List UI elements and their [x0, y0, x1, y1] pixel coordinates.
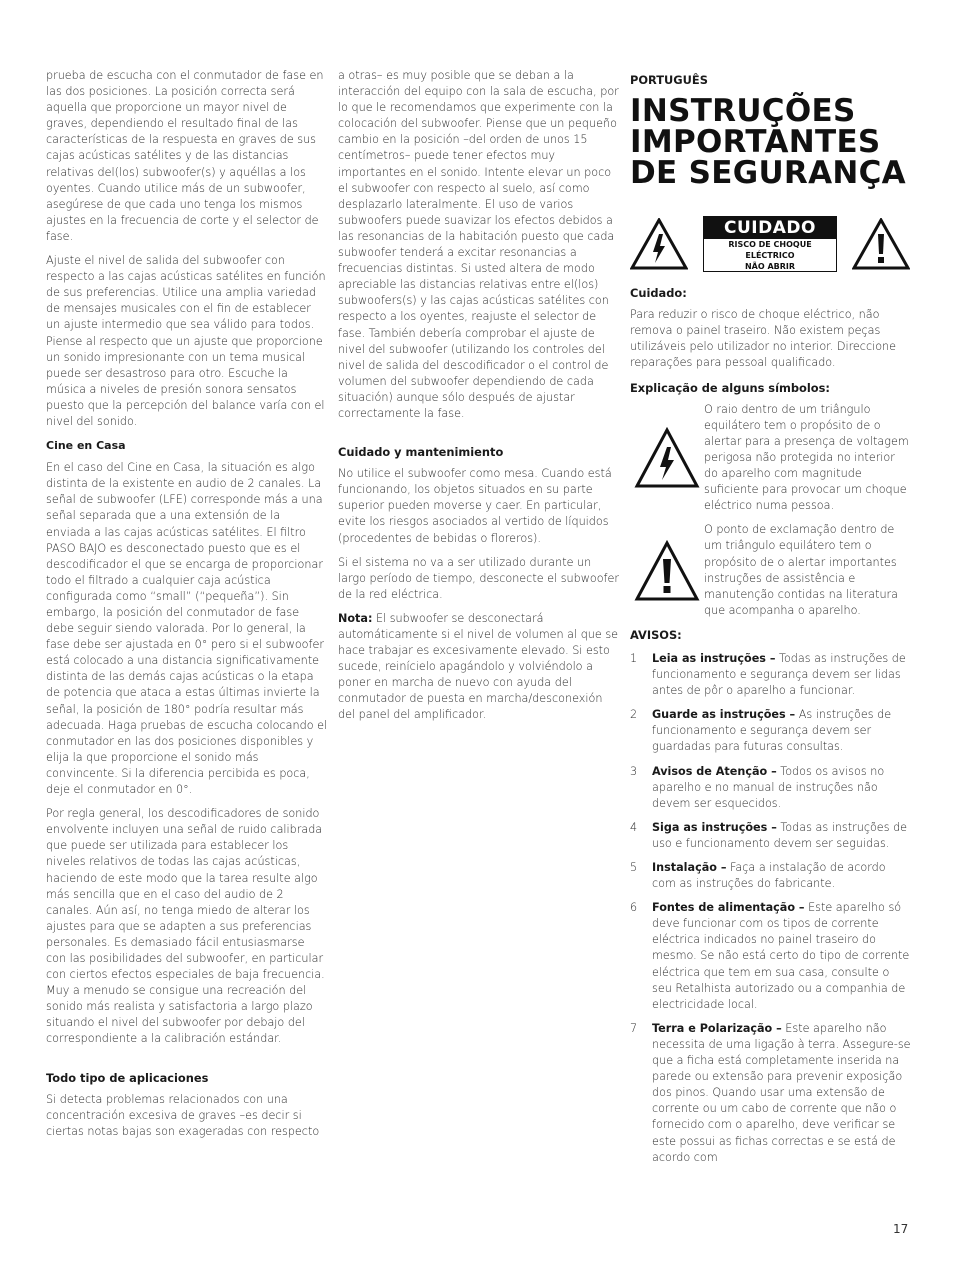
subheading-cine-en-casa: Cine en Casa: [46, 439, 126, 453]
column-middle: [338, 68, 620, 732]
heading-simbolos: Explicação de alguns símbolos:: [630, 380, 830, 395]
list-item: [630, 651, 912, 699]
symbol-icon-wrap: [630, 402, 704, 515]
item-number: 5: [630, 861, 638, 874]
symbol-text: O raio dentro de um triângulo equilátero tem o propósito de o alertar para a presença de voltagem perigosa não protegida no interior do aparelho com magnitude suficiente para provocar um choque eléctrico numa pessoa.: [704, 402, 909, 513]
heading-cuidado: Cuidado:: [630, 286, 687, 301]
nota-text: El subwoofer se desconectará automáticamente si el nivel de volumen al que se hace trabajar es excesivamente elevado. Si esto sucede, reinícielo apagándolo y volviéndolo a poner en marcha de nuevo con ayuda del conmutador de puesta en marcha/desconexión del panel del amplificador.: [338, 611, 619, 722]
nota-label: Nota:: [338, 611, 373, 625]
item-number: 3: [630, 764, 638, 778]
item-text: Este aparelho só deve funcionar com os tipos de corrente eléctrica indicados no painel traseiro do mesmo. Se não está certo do tipo de corrente eléctrica que tem em sua casa, consulte o seu Retalhista autorizado ou a companhia de electricidade local.: [652, 901, 910, 1011]
caution-banner: [630, 209, 910, 279]
paragraph: Si el sistema no va a ser utilizado durante un largo período de tiempo, desconecte el subwoofer de la red eléctrica.: [338, 555, 619, 601]
paragraph: prueba de escucha con el conmutador de fase en las dos posiciones. La posición correcta será aquella que proporcione un mayor nivel de graves, dependiendo el resultado final de las características de la respuesta en graves de sus cajas acústicas satélites y de las distancias relativas del(los) subwoofer(s) y aquéllas a los oyentes. Cuando utilice más de un subwoofer, asegúrese de que cada uno tenga los mismos ajustes en la frecuencia de corte y el selector de fase.: [46, 69, 324, 243]
symbol-text: O ponto de exclamação dentro de um triângulo equilátero tem o propósito de o alertar importantes instruções de assistência e manutenção contidas na literatura que acompanha o aparelho.: [704, 523, 899, 617]
heading-avisos: AVISOS:: [630, 627, 682, 642]
caution-title: CUIDADO: [704, 217, 836, 239]
paragraph: a otras– es muy posible que se deban a la interacción del equipo con la sala de escucha, por lo que le recomendamos que experimente con la colocación del subwoofer. Piense que un pequeño cambio en la posición –del orden de unos 15 centímetros– puede tener efectos muy importantes en el sonido. Intente elevar un poco el subwoofer con respecto al suelo, así como desplazarlo lateralmente. El uso de varios subwoofers puede suavizar los efectos debidos a las resonancias de la habitación puesto que cada subwoofer tenderá a excitar resonancias a frecuencias distintas. Si usted altera de modo apreciable las distancias relativas entre el(los) subwoofers(s) y las cajas acústicas satélites con respecto a los oyentes, reajuste el selector de fase. También debería comprobar el ajuste de nivel del subwoofer (utilizando los controles del nivel de salida del descodificador o el control de volumen del subwoofer dependiendo de cada situación) aunque sólo después de ajustar correctamente la fase.: [338, 69, 619, 420]
item-number: 6: [630, 901, 638, 915]
avisos-list: [630, 651, 912, 1166]
item-heading: Guarde as instruções –: [652, 708, 796, 722]
symbol-explanation: [630, 402, 912, 515]
symbol-explanation: [630, 522, 912, 619]
title-line: IMPORTANTES: [630, 124, 881, 161]
caution-subtext: [704, 239, 836, 272]
heading-cuidado-mantenimiento: Cuidado y mantenimiento: [338, 445, 504, 460]
item-heading: Leia as instruções –: [652, 651, 776, 665]
item-text: As instruções de funcionamento e segurança devem ser guardadas para futuras consultas.: [652, 708, 892, 754]
paragraph: Por regla general, los descodificadores de sonido envolvente incluyen una señal de ruido calibrada que puede ser utilizada para establecer los niveles relativos de todas las cajas acústicas, haciendo de este modo que la tarea resulte algo más sencilla que en el caso del audio de 2 canales. Aún así, no tenga miedo de alterar los ajustes para que se adapten a sus preferencias personales. Es demasiado fácil entusiasmarse con las posibilidades del subwoofer, en particular con ciertos efectos especiales de baja frecuencia. Muy a menudo se consigue una recreación del sonido más realista y satisfactoria a largo plazo situando el nivel del subwoofer por debajo del correspondiente a la calibración estándar.: [46, 807, 325, 1046]
list-item: [630, 764, 912, 812]
caution-label-box: [703, 216, 837, 272]
item-number: 1: [630, 651, 638, 665]
caution-line: RISCO DE CHOQUE ELÉCTRICO: [728, 240, 812, 261]
item-number: 4: [630, 820, 638, 834]
page-title: [630, 93, 912, 192]
lightning-warning-icon: [630, 218, 688, 270]
item-text: Todas as instruções de funcionamento e segurança devem ser lidas antes de pôr o aparelho a funcionar.: [652, 651, 906, 698]
list-item: [630, 1021, 912, 1166]
paragraph: Ajuste el nivel de salida del subwoofer con respecto a las cajas acústicas satélites en función de sus preferencias. Utilice una amplia variedad de mensajes musicales con el fin de establecer un ajuste intermedio que sea válido para todos. Piense al respecto que un ajuste que proporcione un sonido impresionante con un tema musical puede ser desastroso para otro. Escuche la música a niveles de presión sonora sensatos puesto que la percepción del balance varía con el nivel del sonido.: [46, 254, 326, 428]
exclamation-warning-icon: [852, 218, 910, 270]
item-text: Faça a instalação de acordo com as instruções do fabricante.: [652, 861, 886, 891]
item-text: Todas as instruções de uso e funcionamento devem ser seguidas.: [652, 820, 908, 850]
item-heading: Terra e Polarização –: [652, 1021, 782, 1035]
page-number: 17: [893, 1222, 909, 1236]
item-text: Todos os avisos no aparelho e no manual de instruções não devem ser esquecidos.: [652, 764, 885, 810]
language-label: PORTUGUÊS: [630, 73, 708, 87]
item-heading: Fontes de alimentação –: [652, 901, 805, 915]
item-heading: Avisos de Atenção –: [652, 764, 777, 778]
item-number: 7: [630, 1021, 638, 1035]
list-item: [630, 860, 912, 892]
paragraph: No utilice el subwoofer como mesa. Cuando está funcionando, los objetos situados en su parte superior pueden moverse y caer. En particular, evite los riesgos asociados al vertido de líquidos (procedentes de bebidas o floreros).: [338, 467, 612, 545]
title-line: INSTRUÇÕES: [630, 93, 856, 130]
list-item: [630, 900, 912, 1013]
paragraph: En el caso del Cine en Casa, la situación es algo distinta de la existente en audio de 2 canales. La señal de subwoofer (LFE) corresponde más a una señal separada que a una extensión de la enviada a las cajas acústicas satélites. El filtro PASO BAJO es desconectado puesto que es el descodificador el que se encarga de proporcionar todo el filtrado a cualquier caja acústica configurada como “small” (“pequeña”). Sin embargo, la posición del conmutador de fase debe seguir siendo valorada. Por lo general, la fase debe ser ajustada en 0° pero si el subwoofer está colocado a una distancia significativamente distinta de las demás cajas acústicas o la etapa de potencia que ataca a estas últimas invierte la señal, la posición de 180° podría resultar más adecuada. Haga pruebas de escucha colocando el conmutador en las dos posiciones disponibles y elija la que proporcione el sonido más convincente. Si la diferencia percibida es poca, deje el conmutador en 0°.: [46, 461, 328, 797]
title-line: DE SEGURANÇA: [630, 155, 906, 192]
column-right: [630, 68, 912, 1174]
paragraph: Si detecta problemas relacionados con una concentración excesiva de graves –es decir si ciertas notas bajas son exageradas con respecto: [46, 1092, 320, 1138]
paragraph-nota: [338, 611, 620, 724]
heading-todo-tipo: Todo tipo de aplicaciones: [46, 1070, 209, 1085]
item-heading: Siga as instruções –: [652, 820, 777, 834]
item-number: 2: [630, 708, 638, 722]
lightning-triangle-icon: [634, 427, 700, 489]
exclamation-triangle-icon: [634, 540, 700, 602]
item-heading: Instalação –: [652, 861, 727, 874]
paragraph: Para reduzir o risco de choque eléctrico, não remova o painel traseiro. Não existem peças utilizáveis pelo utilizador no interior. Direccione reparações para pessoal qualificado.: [630, 308, 897, 370]
list-item: [630, 707, 912, 755]
caution-line: NÃO ABRIR: [744, 262, 796, 272]
item-text: Este aparelho não necessita de uma ligação à terra. Assegure-se que a ficha está completamente inserida na parede ou extensão para prevenir exposição dos pinos. Quando usar uma extensão de corrente ou um cabo de corrente que não o fornecido com o aparelho, deve verificar se este possui as fichas correctas e se está de acordo com: [652, 1021, 911, 1164]
list-item: [630, 820, 912, 852]
column-left: [46, 68, 328, 1148]
symbol-icon-wrap: [630, 522, 704, 619]
